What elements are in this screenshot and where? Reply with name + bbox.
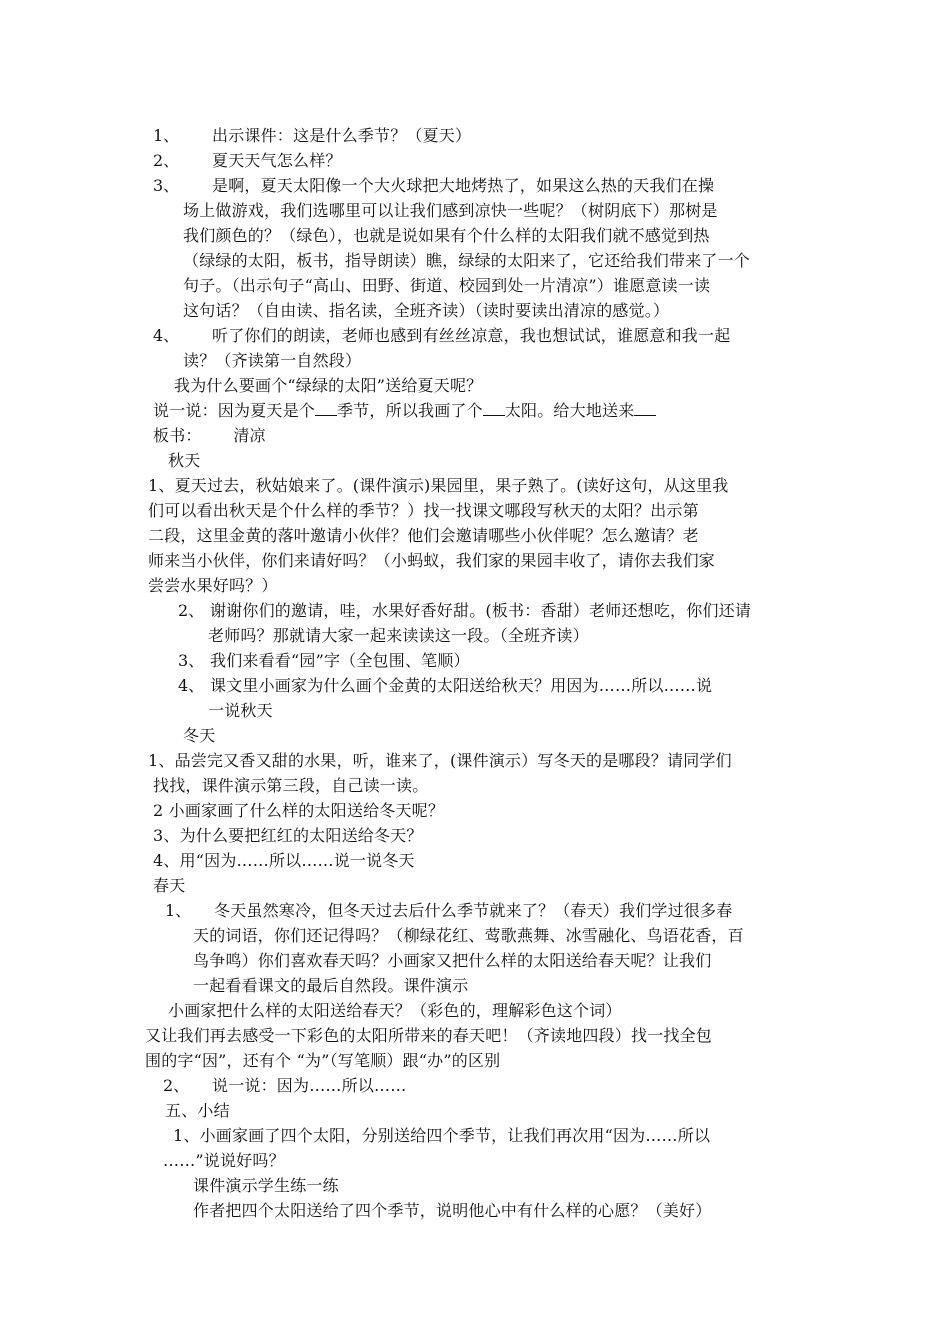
text-line: 们可以看出秋天是个什么样的季节？）找一找课文哪段写秋天的太阳？出示第 bbox=[148, 501, 699, 520]
section-heading: 五、小结 bbox=[165, 1101, 230, 1120]
text-line: （绿绿的太阳，板书，指导朗读）瞧，绿绿的太阳来了，它还给我们带来了一个 bbox=[183, 251, 751, 270]
text-line: 课文里小画家为什么画个金黄的太阳送给秋天？用因为……所以……说 bbox=[210, 676, 713, 695]
list-number: 2、 bbox=[153, 151, 180, 170]
text-line: 作者把四个太阳送给了四个季节，说明他心中有什么样的心愿？（美好） bbox=[193, 1201, 712, 1220]
section-heading: 春天 bbox=[153, 876, 186, 895]
text-line: 课件演示学生练一练 bbox=[193, 1176, 339, 1195]
list-number: 2、 bbox=[178, 601, 205, 620]
text-line: 句子。（出示句子“高山、田野、街道、校园到处一片清凉”）谁愿意读一读 bbox=[183, 276, 711, 295]
text-line: 1、夏天过去，秋姑娘来了。(课件演示)果园里，果子熟了。(读好这句，从这里我 bbox=[148, 476, 729, 495]
list-number: 1、 bbox=[165, 901, 192, 920]
list-number: 3、 bbox=[153, 176, 180, 195]
blank-line bbox=[634, 401, 656, 416]
text-line: 我们颜色的？（绿色），也就是说如果有个什么样的太阳我们就不感觉到热 bbox=[183, 226, 710, 245]
list-number: 4、 bbox=[153, 326, 180, 345]
text-line: 说一说：因为……所以…… bbox=[212, 1076, 407, 1095]
text-line: 天的词语，你们还记得吗？（柳绿花红、莺歌燕舞、冰雪融化、鸟语花香，百 bbox=[193, 926, 744, 945]
text-line: 听了你们的朗读，老师也感到有丝丝凉意，我也想试试，谁愿意和我一起 bbox=[212, 326, 731, 345]
text-line: 二段，这里金黄的落叶邀请小伙伴？他们会邀请哪些小伙伴呢？怎么邀请？老 bbox=[148, 526, 699, 545]
text-line: 夏天天气怎么样？ bbox=[212, 151, 342, 170]
text-line: 2 小画家画了什么样的太阳送给冬天呢？ bbox=[153, 801, 445, 820]
text-line: 冬天虽然寒冷，但冬天过去后什么季节就来了？（春天）我们学过很多春 bbox=[214, 901, 733, 920]
text-line: 我们来看看“园”字（全包围、笔顺） bbox=[210, 651, 470, 670]
text-line: 师来当小伙伴，你们来请好吗？（小蚂蚁，我们家的果园丰收了，请你去我们家 bbox=[148, 551, 716, 570]
board-note: 板书： 清凉 bbox=[153, 426, 266, 445]
question-line: 我为什么要画个“绿绿的太阳”送给夏天呢？ bbox=[174, 376, 483, 395]
list-number: 1、 bbox=[153, 126, 180, 145]
text-line: 老师吗？那就请大家一起来读读这一段。（全班齐读） bbox=[208, 626, 589, 645]
text-line: 尝尝水果好吗？） bbox=[148, 576, 278, 595]
blank-line bbox=[315, 401, 337, 416]
text-line: 围的字“因”，还有个 “为”（写笔顺）跟“办”的区别 bbox=[145, 1051, 501, 1070]
text-line: 是啊，夏天太阳像一个大火球把大地烤热了，如果这么热的天我们在操 bbox=[212, 176, 715, 195]
sentence-part: 季节，所以我画了个 bbox=[337, 401, 483, 420]
text-line: 又让我们再去感受一下彩色的太阳所带来的春天吧！（齐读地四段）找一找全包 bbox=[145, 1026, 713, 1045]
sentence-part: 说一说：因为夏天是个 bbox=[153, 401, 316, 420]
list-number: 3、 bbox=[178, 651, 205, 670]
list-number: 4、 bbox=[178, 676, 205, 695]
text-line: 1、品尝完又香又甜的水果，听，谁来了，(课件演示）写冬天的是哪段？请同学们 bbox=[148, 751, 732, 770]
text-line: 场上做游戏，我们选哪里可以让我们感到凉快一些呢？（树阴底下）那树是 bbox=[183, 201, 718, 220]
text-line: 谢谢你们的邀请，哇，水果好香好甜。(板书：香甜）老师还想吃，你们还请 bbox=[210, 601, 752, 620]
text-line: 1、小画家画了四个太阳，分别送给四个季节，让我们再次用“因为……所以 bbox=[173, 1126, 711, 1145]
sentence-part: 太阳。给大地送来 bbox=[504, 401, 635, 420]
text-line: 找找，课件演示第三段，自己读一读。 bbox=[153, 776, 429, 795]
text-line: 3、为什么要把红红的太阳送给冬天？ bbox=[153, 826, 423, 845]
text-line: 出示课件：这是什么季节？（夏天） bbox=[212, 126, 472, 145]
section-heading: 秋天 bbox=[168, 451, 201, 470]
text-line: 鸟争鸣）你们喜欢春天吗？小画家又把什么样的太阳送给春天呢？让我们 bbox=[193, 951, 712, 970]
list-number: 2、 bbox=[163, 1076, 190, 1095]
fill-in-sentence bbox=[153, 399, 656, 423]
section-heading: 冬天 bbox=[183, 726, 216, 745]
text-line: 一起看看课文的最后自然段。课件演示 bbox=[193, 976, 469, 995]
text-line: ……”说说好吗？ bbox=[163, 1151, 285, 1170]
text-line: 一说秋天 bbox=[208, 701, 273, 720]
text-line: 4、用“因为……所以……说一说冬天 bbox=[153, 851, 415, 870]
question-line: 小画家把什么样的太阳送给春天？（彩色的，理解彩色这个词） bbox=[168, 1001, 622, 1020]
blank-line bbox=[483, 401, 505, 416]
text-line: 读？（齐读第一自然段） bbox=[183, 351, 362, 370]
text-line: 这句话？（自由读、指名读，全班齐读）（读时要读出清凉的感觉。） bbox=[183, 301, 670, 320]
